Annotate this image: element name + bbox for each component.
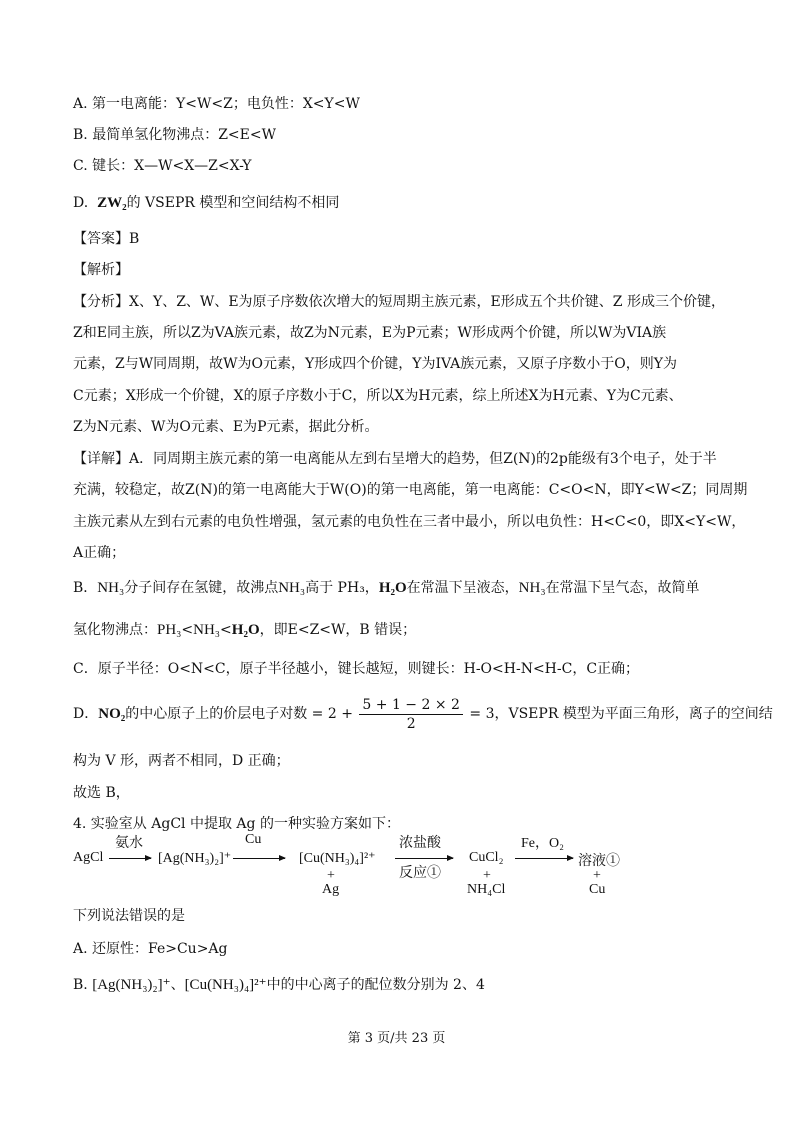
analysis-title: 【解析】 xyxy=(73,262,129,278)
reaction-label: 反应① xyxy=(399,866,441,881)
page-footer: 第 3 页/共 23 页 xyxy=(347,1031,446,1046)
formula-zw2: ZW₂ xyxy=(97,195,127,211)
fraction-numerator: 5 + 1 − 2 × 2 xyxy=(359,696,463,715)
formula-h2o: H₂O xyxy=(378,580,407,596)
species-ag-complex: [Ag(NH₃)₂]⁺ xyxy=(158,851,232,866)
arrow-icon xyxy=(109,858,151,859)
answer-label: 【答案】B xyxy=(73,231,140,247)
detail-line: 【详解】A．同周期主族元素的第一电离能从左到右呈增大的趋势，但Z(N)的2p能级有3个电子，处于半 xyxy=(73,451,717,467)
detail-line: A正确； xyxy=(73,545,126,561)
ion-ag-complex: [Ag(NH₃)₂]⁺ xyxy=(92,977,171,993)
q4-option-a: A. 还原性：Fe>Cu>Ag xyxy=(73,941,228,957)
question-4-prompt: 下列说法错误的是 xyxy=(73,908,185,924)
formula-nh3: NH₃ xyxy=(278,580,306,596)
option-d: D. ZW₂的 VSEPR 模型和空间结构不相同 xyxy=(73,195,340,211)
reagent-hcl: 浓盐酸 xyxy=(399,836,441,851)
reagent-cu: Cu xyxy=(245,832,262,847)
arrow-icon xyxy=(395,858,453,859)
species-cu-complex: [Cu(NH₃)₄]²⁺ xyxy=(299,851,376,866)
formula-nh3: NH₃ xyxy=(518,580,546,596)
option-d-text: 的 VSEPR 模型和空间结构不相同 xyxy=(126,195,340,211)
d-explanation-line-2: 构为 V 形，两者不相同，D 正确； xyxy=(73,753,290,769)
formula-h2o: H₂O xyxy=(231,622,260,638)
solution-1: 溶液① xyxy=(578,854,620,869)
species-agcl: AgCl xyxy=(73,850,104,865)
ion-cu-complex: [Cu(NH₃)₄]²⁺ xyxy=(184,977,267,993)
detail-line: 主族元素从左到右元素的电负性增强，氢元素的电负性在三者中最小，所以电负性：H<C<0，即X<Y<W， xyxy=(73,514,746,530)
question-4-stem: 4. 实验室从 AgCl 中提取 Ag 的一种实验方案如下： xyxy=(73,816,400,832)
option-c: C. 键长：X—W<X—Z<X-Y xyxy=(73,158,252,174)
b-explanation-line: B．NH₃分子间存在氢键，故沸点NH₃高于 PH₃，H₂O在常温下呈液态，NH₃在常温下呈气态，故简单 xyxy=(73,580,700,596)
d-explanation-line: D．NO₂的中心原子上的价层电子对数 = 2 + $\frac{5 + 1 - 2 \times 2}{2}$ = 3，VSEPR 模型为平面三角形，离子的空间结 xyxy=(73,696,773,732)
reagent-ammonia: 氨水 xyxy=(115,836,143,851)
species-nh4cl: NH₄Cl xyxy=(467,882,506,897)
arrow-icon xyxy=(515,858,573,859)
reaction-scheme xyxy=(73,832,633,900)
b-boiling-order: 氢化物沸点：PH₃<NH₃<H₂O，即E<Z<W，B 错误； xyxy=(73,622,417,638)
species-cu: Cu xyxy=(589,882,606,897)
plus-sign: + xyxy=(483,868,491,883)
analysis-line: C元素；X形成一个价键，X的原子序数小于C，所以X为H元素，综上所述X为H元素、Y为C元素、 xyxy=(73,388,683,404)
formula-no2: NO₂ xyxy=(98,706,126,722)
analysis-line: 元素，Z与W同周期，故W为O元素，Y形成四个价键，Y为IVA族元素，又原子序数小于O，则Y为 xyxy=(73,356,677,372)
option-b: B. 最简单氢化物沸点：Z<E<W xyxy=(73,127,276,143)
analysis-line: 【分析】X、Y、Z、W、E为原子序数依次增大的短周期主族元素，E形成五个共价键、Z 形成三个价键， xyxy=(73,294,725,310)
conclusion: 故选 B， xyxy=(73,785,130,801)
formula-nh3: NH₃ xyxy=(97,580,125,596)
reagent-fe-o2: Fe，O₂ xyxy=(521,836,564,851)
species-cucl2: CuCl₂ xyxy=(469,850,504,865)
plus-sign: + xyxy=(327,868,335,883)
q4-option-b: B. [Ag(NH₃)₂]⁺、[Cu(NH₃)₄]²⁺中的中心离子的配位数分别为 2、4 xyxy=(73,977,485,993)
fraction-denominator: 2 xyxy=(406,715,416,732)
fraction xyxy=(359,696,463,733)
analysis-line: Z为N元素、W为O元素、E为P元素，据此分析。 xyxy=(73,419,379,435)
analysis-line: Z和E同主族，所以Z为VA族元素，故Z为N元素，E为P元素；W形成两个价键，所以W为VIA族 xyxy=(73,325,667,341)
arrow-icon xyxy=(233,858,285,859)
plus-sign: + xyxy=(593,868,601,883)
species-ag: Ag xyxy=(322,882,340,897)
option-a: A. 第一电离能：Y<W<Z；电负性：X<Y<W xyxy=(73,96,360,112)
formula-ph3: PH₃ xyxy=(157,622,182,638)
c-explanation-line: C．原子半径：O<N<C，原子半径越小，键长越短，则键长：H-O<H-N<H-C，C正确； xyxy=(73,661,640,677)
detail-line: 充满，较稳定，故Z(N)的第一电离能大于W(O)的第一电离能，第一电离能：C<O<N，即Y<W<Z；同周期 xyxy=(73,482,748,498)
formula-nh3: NH₃ xyxy=(193,622,221,638)
